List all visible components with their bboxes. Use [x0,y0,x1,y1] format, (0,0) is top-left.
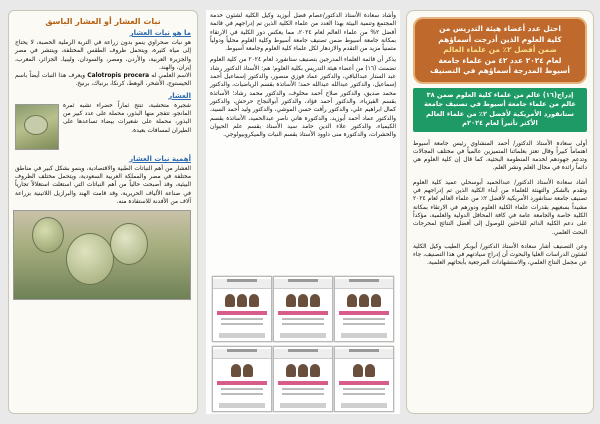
paragraph-scientists-list: يذكر أن قائمة العلماء المدرجين بتصنيف ستانفورد لعام ٢٠٢٤ من كلية العلوم تضمنت (١٦) من أعضاء هيئة التدريس بكلية العلوم؛ هم: الأستاذ الدكتور رشاد عبد الستار عبدالباقي، والدكتور عماد فوزي منصور، والدكتور إسماعيل أحمد إسماعيل، والدكتور عبدالله عبدالله حمد؛ الأساتذة بقسم الرياضيات، والدكتور محمد صديق، والدكتور صلاح أحمد مخلوف، والدكتور محمد رشاد؛ الأساتذة بقسم الفيزياء، والدكتور أحمد فؤاد، والدكتور أبوالنجاح حرحش، والدكتور كمال ابراهيم علي، والدكتور رأفت حسن الموشي، والدكتور وليد أحمد السيد، والدكتور عماد أحمد أبوزيد، والدكتورة هاني ناصر عبدالحميد، الأساتذة بقسم الكيمياء، والدكتور علاء الدين حامد سيد الأستاذ بقسم علم الحيوان والحشرات، والدكتورة منى داوود الأستاذ بقسم النبات والميكروبيولوجي. [210,57,397,139]
banner-line: كلية العلوم الذين أدرجت أسماؤهم [438,34,562,44]
highlight-line: الأكثر تأثيراً لعام ٢٠٢٤م [462,119,538,128]
certificate-image [273,276,333,342]
certificate-image [334,276,394,342]
right-panel [406,10,594,414]
paragraph-description: هو نبات صحراوي ينمو بدون زراعة في التربة الرملية الخصبة، لا يحتاج إلى مياه كثيرة، ويتحمل ظروف الطقس المختلفة، وينتشر في مصر والجزيرة العربية، والأردن، ومصر، والسودان، وليبيا، الجزائر، المغرب، إيران، والهند. [15,40,191,71]
paragraph-plant-description: شجيرة متخشبة، تنتج ثماراً خضراء تشبه ثمرة المانجو، تتفجر منها البذور، محملة على عدد كبير من البذور، محملة على شعيرات بيضاء تساعدها على الطيران لمسافات بعيدة. [63,102,191,134]
subheading-plant: العشار [168,91,191,100]
plant-leaf-image [15,104,59,150]
paragraph-dean: أشاد سعادة الأستاذ الدكتور/ عبدالحميد أبوسحلي عميد كلية العلوم وتقدم بالشكر والتهنئة للعلماء من أبناء الكلية الذين تم إدراجهم في تصنيف جامعة ستانفورد الأمريكية لأفضل ٢٪ من علماء العالم لعام ٢٠٢٤ مشيداً بسعيهم بقدرات علماء الكلية العلوم ودورهم في الارتقاء بمكانة الكلية خاصة والجامعة عامة في كافة المحافل الدولية والعلمية، مؤكداً على دعم الكلية الدائم للباحثين للوصول إلى أفضل النتائج لمخرجات البحث العلمي. [413,179,588,236]
certificate-image [334,346,394,412]
middle-panel [206,10,400,414]
certificate-image [212,276,272,342]
scientific-name-suffix: ويعرف هذا النبات أيضاً باسم الخيستوج، الأشخر، الوهط، كرنكا، برنباك، برنيخ. [15,73,191,88]
paragraph-president: أولى سعادة الأستاذ الدكتور/ أحمد المنشاوي رئيس جامعة أسيوط اهتماماً كبيراً وقال تعتز بعلمائنا المتميزين عالمياً في مختلف المجالات وتدعم جهودهم لخدمة المنظومة البحثية، كما قال إن كلية العلوم هي دائماً رائدة في مجال العلم ونشر العلم. [413,140,587,172]
subheading-what-is: ما هو نبات العشار [129,29,191,37]
paragraph-vice-dean: وعن التصنيف أشار سعادة الأستاذ الدكتور/ أبوبكر الطيب وكيل الكلية لشئون الدراسات العليا والبحوث أن إدراج سيادتهم في هذا التصنيف، جاء عن مجمل النتاج العلمي، والاستشهادات المرجعية بأبحاثهم العلمية. [413,243,587,267]
scientific-name: Calotropis procera [87,73,150,80]
plant-fruit-image [13,210,191,300]
paragraph-community-service: وأشاد سعادة الأستاذ الدكتور/عصام فضل أبوزيد وكيل الكلية لشئون خدمة المجتمع وتنمية البيئة بهذا العدد من علماء الكلية الذين تم إدراجهم في قائمة أفضل ٢% من علماء العالم لعام ٢٠٢٤، مما يعكس دور الكلية في الارتقاء بمكانة جامعة أسيوط ضمن تصنيف جامعة أسيوط وكلية العلوم محلياً ودولياً متمنياً مزيد من التقدم والازدهار لكل علماء كلية العلوم وجامعة أسيوط. [210,13,396,53]
banner-line: أسيوط المدرجة أسماؤهم في التصنيف [430,66,570,76]
subheading-importance: أهمية نبات العشار [129,154,191,163]
certificates-grid [212,276,396,412]
banner-line: لعام ٢٠٢٤ عدد ٤٢ من علماء جامعة [438,55,562,65]
scientific-name-prefix: الاسم العلمي له [151,73,192,80]
paragraph-importance: العشار من أهم النباتات الطبية والاقتصادية، وينمو بشكل كبير في مناطق مختلفة في مصر والمملكة العربية السعودية، ويتحمل مختلف الظروف البيئية، وقد أصبحت حالياً من أهم النباتات التي استغلت استغلالاً تجارياً في صناعة الألياف الحريرية، وقد قامت الهند والبرازيل اللاتينية بزراعة آلاف من الأفدنة للاستفادة منه. [15,165,191,205]
highlight-box [413,88,587,132]
certificate-image [273,346,333,412]
banner-line: ضمن أفضل ٢٪ من علماء العالم [443,45,557,55]
highlight-line: عالم من علماء جامعة أسيوط في تصنيف جامعة [424,100,576,109]
left-panel [8,10,198,414]
highlight-line: إدراج(١٦) عالم من علماء كلية العلوم ضمن ٣٨ [426,90,574,99]
paragraph-scientific-name [15,72,191,89]
highlight-line: ستانفورد الأمريكية لأفضل ٢٪ من علماء العالم [425,109,575,118]
banner-line: احتل عدد أعضاء هيئة التدريس من [439,24,561,33]
headline-banner [413,17,587,84]
certificate-image [212,346,272,412]
section-title: نبات العشار أو العشار الباسق [45,17,161,26]
